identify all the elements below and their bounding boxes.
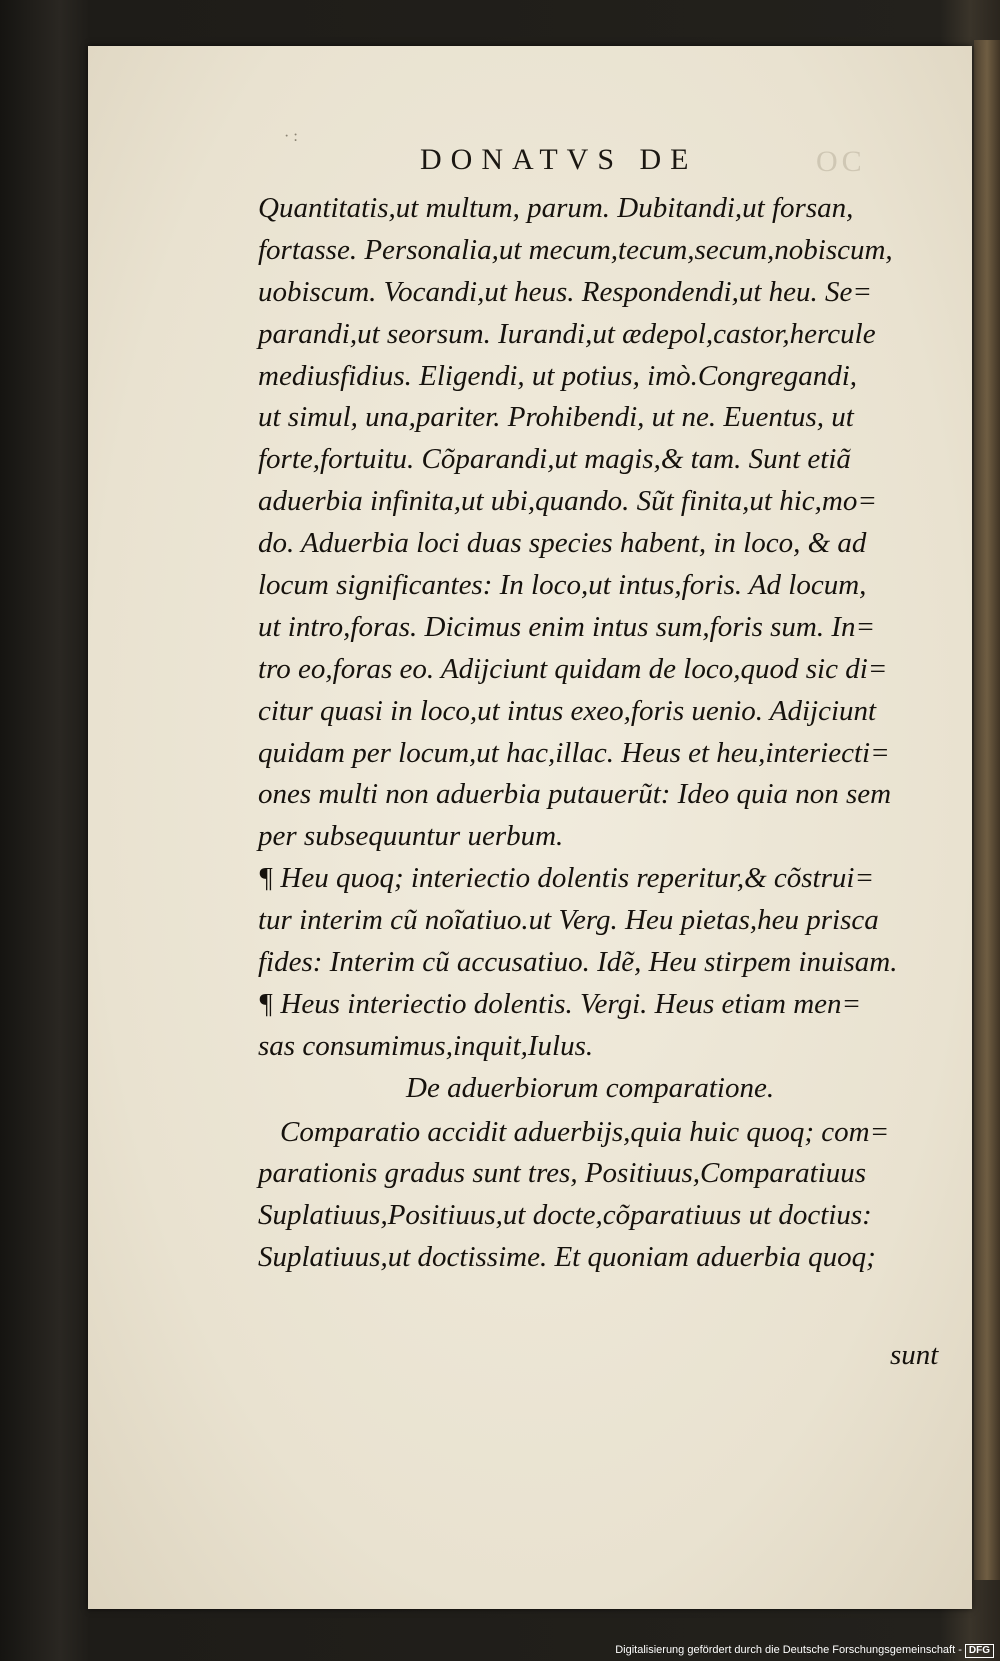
text-line: ut simul, una,pariter. Prohibendi, ut ne. Euentus, ut xyxy=(258,401,854,434)
running-head: DONATVS DE xyxy=(420,143,698,176)
body-text xyxy=(258,188,958,1279)
text-line: aduerbia infinita,ut ubi,quando. Sũt finita,ut hic,mo= xyxy=(258,485,877,518)
dfg-logo: DFG xyxy=(965,1644,994,1658)
credit-text: Digitalisierung gefördert durch die Deutsche Forschungsgemeinschaft - xyxy=(615,1644,962,1656)
text-line: ut intro,foras. Dicimus enim intus sum,foris sum. In= xyxy=(258,610,876,643)
text-line: quidam per locum,ut hac,illac. Heus et heu,interiecti= xyxy=(258,736,890,769)
corner-mark: · : xyxy=(284,128,298,145)
text-line: ¶ Heu quoq; interiectio dolentis reperitur,& cõstrui= xyxy=(258,862,875,895)
text-line: Suplatiuus,Positiuus,ut docte,cõparatiuus ut doctius: xyxy=(258,1199,872,1232)
text-line: parandi,ut seorsum. Iurandi,ut ædepol,castor,hercule xyxy=(258,317,876,350)
text-line: forte,fortuitu. Cõparandi,ut magis,& tam. Sunt etiã xyxy=(258,443,851,476)
text-line: do. Aduerbia loci duas species habent, in loco, & ad xyxy=(258,527,867,560)
text-line: Comparatio accidit aduerbijs,quia huic quoq; com= xyxy=(280,1115,890,1148)
text-line: uobiscum. Vocandi,ut heus. Respondendi,ut heu. Se= xyxy=(258,275,872,308)
text-line: Quantitatis,ut multum, parum. Dubitandi,ut forsan, xyxy=(258,192,854,224)
text-line: locum significantes: In loco,ut intus,foris. Ad locum, xyxy=(258,569,867,602)
text-line: mediusfidius. Eligendi, ut potius, imò.Congregandi, xyxy=(258,359,858,392)
text-line: tro eo,foras eo. Adijciunt quidam de loco,quod sic di= xyxy=(258,652,888,685)
text-line: sas consumimus,inquit,Iulus. xyxy=(258,1029,594,1062)
text-line: Suplatiuus,ut doctissime. Et quoniam aduerbia quoq; xyxy=(258,1241,876,1274)
text-line: fortasse. Personalia,ut mecum,tecum,secum,nobiscum, xyxy=(258,233,893,266)
show-through-text: OC xyxy=(816,145,866,178)
book-edge xyxy=(974,40,1000,1580)
text-line: per subsequuntur uerbum. xyxy=(258,820,564,853)
text-line: ¶ Heus interiectio dolentis. Vergi. Heus etiam men= xyxy=(258,987,862,1020)
text-line: tur interim cũ noĩatiuo.ut Verg. Heu pietas,heu prisca xyxy=(258,904,879,937)
text-line: fides: Interim cũ accusatiuo. Idẽ, Heu stirpem inuisam. xyxy=(258,946,898,979)
text-line: ones multi non aduerbia putauerũt: Ideo quia non sem xyxy=(258,778,892,811)
text-line: parationis gradus sunt tres, Positiuus,Comparatiuus xyxy=(258,1157,867,1190)
digitization-credit xyxy=(615,1640,994,1660)
catchword: sunt xyxy=(890,1339,939,1371)
text-line: citur quasi in loco,ut intus exeo,foris uenio. Adijciunt xyxy=(258,694,877,727)
section-heading: De aduerbiorum comparatione. xyxy=(406,1071,775,1104)
